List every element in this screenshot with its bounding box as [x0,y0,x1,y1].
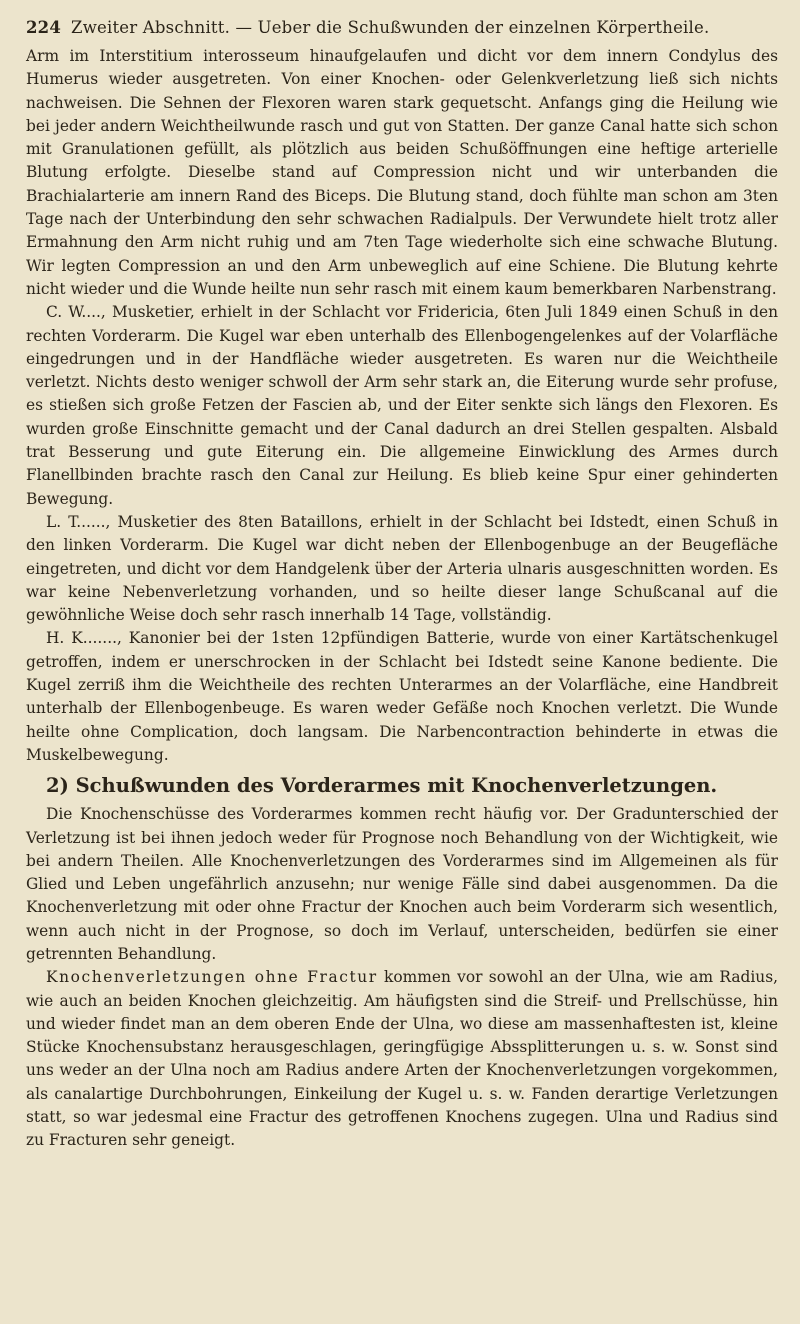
section-title-text: Schußwunden des Vorderarmes mit Knochenverletzungen. [75,774,718,798]
section-heading [26,771,778,801]
running-head [26,18,778,37]
case-report-lt: L. T......, Musketier des 8ten Bataillons, erhielt in der Schlacht bei Idstedt, einen Schuß in den linken Vorderarm. Die Kugel war dicht neben der Ellenbogenbuge an der Beugefläche eingetreten, und dicht vor dem Handgelenk über der Arteria ulnaris ausgeschnitten worden. Es war keine Nebenverletzung vorhanden, und so heilte dieser lange Schußcanal auf die gewöhnliche Weise doch sehr rasch innerhalb 14 Tage, vollständig. [26,512,778,625]
section-intro-paragraph: Die Knochenschüsse des Vorderarmes kommen recht häufig vor. Der Gradunterschied der Verletzung ist bei ihnen jedoch weder für Prognose noch Behandlung von der Wichtigkeit, wie bei andern Theilen. Alle Knochenverletzungen des Vorderarmes sind im Allgemeinen als für Glied und Leben ungefährlich anzusehn; nur wenige Fälle sind dabei ausgenommen. Da die Knochenverletzung mit oder ohne Fractur der Knochen auch beim Vorderarm sich wesentlich, wenn auch nicht in der Prognose, so doch im Verlauf, unterscheiden, bedürfen sie einer getrennten Behandlung. [26,805,778,963]
section-number: 2) [46,774,69,798]
paragraph-lead-term: Knochenverletzungen ohne Fractur [46,968,378,987]
page-number: 224 [26,18,62,37]
paragraph-body: kommen vor sowohl an der Ulna, wie am Radius, wie auch an beiden Knochen gleichzeitig. Am häufigsten sind die Streif- und Prellschüsse, hin und wieder findet man an dem oberen Ende der Ulna, wo diese am massenhaftesten ist, kleine Stücke Knochensubstanz herausgeschlagen, geringfügige Abssplitterungen u. s. w. Sonst sind uns weder an der Ulna noch am Radius andere Arten der Knochenverletzungen vorgekommen, als canalartige Durchbohrungen, Einkeilung der Kugel u. s. w. Fanden derartige Verletzungen statt, so war jedesmal eine Fractur des getroffenen Knochens zugegen. Ulna und Radius sind zu Fracturen sehr geneigt. [26,968,778,1150]
case-report-hk: H. K......., Kanonier bei der 1sten 12pfündigen Batterie, wurde von einer Kartätschenkugel getroffen, indem er unerschrocken in der Schlacht bei Idstedt seine Kanone bediente. Die Kugel zerriß ihm die Weichtheile des rechten Unterarmes an der Volarfläche, eine Handbreit unterhalb der Ellenbogenbeuge. Es waren weder Gefäße noch Knochen verletzt. Die Wunde heilte ohne Complication, doch langsam. Die Narbencontraction behinderte in etwas die Muskelbewegung. [26,629,778,764]
paragraph-continuation: Arm im Interstitium interosseum hinaufgelaufen und dicht vor dem innern Condylus des Humerus wieder ausgetreten. Von einer Knochen- oder Gelenkverletzung ließ sich nichts nachweisen. Die Sehnen der Flexoren waren stark gequetscht. Anfangs ging die Heilung wie bei jeder andern Weichtheilwunde rasch und gut von Statten. Der ganze Canal hatte sich schon mit Granulationen gefüllt, als plötzlich aus beiden Schußöffnungen eine heftige arterielle Blutung erfolgte. Dieselbe stand auf Compression nicht und wir unterbanden die Brachialarterie am innern Rand des Biceps. Die Blutung stand, doch fühlte man schon am 3ten Tage nach der Unterbindung den sehr schwachen Radialpuls. Der Verwundete hielt trotz aller Ermahnung den Arm nicht ruhig und am 7ten Tage wiederholte sich eine schwache Blutung. Wir legten Compression an und den Arm unbeweglich auf eine Schiene. Die Blutung kehrte nicht wieder und die Wunde heilte nun sehr rasch mit einem kaum bemerkbaren Narbenstrang. [26,47,778,298]
running-title: Zweiter Abschnitt. — Ueber die Schußwunden der einzelnen Körpertheile. [71,18,710,37]
case-report-cw: C. W...., Musketier, erhielt in der Schlacht vor Fridericia, 6ten Juli 1849 einen Schuß in den rechten Vorderarm. Die Kugel war eben unterhalb des Ellenbogengelenkes auf der Volarfläche eingedrungen und in der Handfläche wieder ausgetreten. Es waren nur die Weichtheile verletzt. Nichts desto weniger schwoll der Arm sehr stark an, die Eiterung wurde sehr profuse, es stießen sich große Fetzen der Fascien ab, und der Eiter senkte sich längs den Flexoren. Es wurden große Einschnitte gemacht und der Canal dadurch an drei Stellen gespalten. Alsbald trat Besserung und gute Eiterung ein. Die allgemeine Einwicklung des Armes durch Flanellbinden brachte rasch den Canal zur Heilung. Es blieb keine Spur einer gehinderten Bewegung. [26,303,778,508]
paragraph-fracture-free [26,966,778,1152]
